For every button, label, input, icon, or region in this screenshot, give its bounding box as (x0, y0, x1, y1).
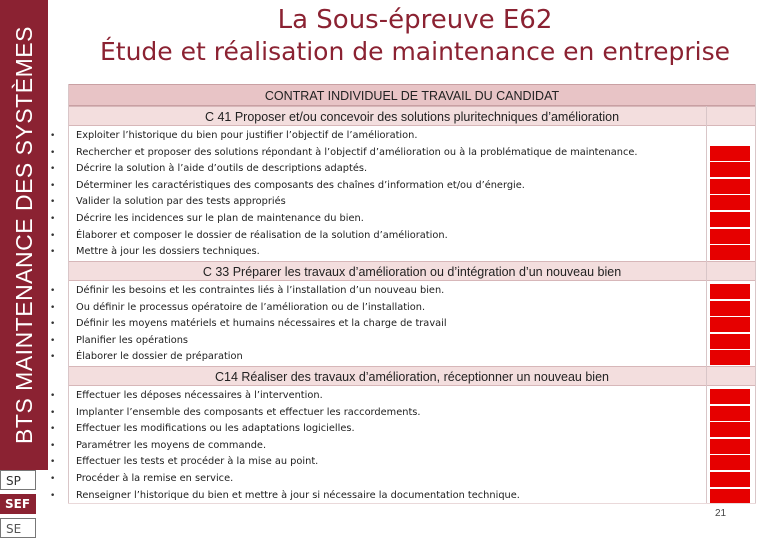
bullet-icon: • (50, 319, 56, 330)
page-title: La Sous-épreuve E62 (277, 5, 553, 35)
page-number: 21 (715, 508, 727, 519)
list-item (50, 244, 756, 261)
list-item (50, 405, 756, 422)
selection-mark (710, 195, 750, 210)
item-text: Effectuer les déposes nécessaires à l’intervention. (76, 390, 323, 401)
table-border (706, 106, 707, 504)
list-item (50, 283, 756, 300)
table-border (755, 84, 756, 504)
selection-mark (710, 212, 750, 227)
bullet-icon: • (50, 180, 56, 191)
bullet-icon: • (50, 391, 56, 401)
list-item (50, 388, 756, 405)
list-item (50, 145, 756, 162)
bullet-icon: • (50, 147, 56, 158)
bullet-icon: • (50, 457, 56, 468)
list-item (50, 421, 756, 438)
item-text: Implanter l’ensemble des composants et effectuer les raccordements. (76, 406, 421, 418)
list-item (50, 194, 756, 211)
bullet-icon: • (50, 473, 56, 484)
list-item (50, 438, 756, 455)
item-text: Procéder à la remise en service. (76, 472, 234, 484)
item-text: Exploiter l’historique du bien pour justifier l’objectif de l’amélioration. (76, 130, 418, 141)
selection-mark (710, 455, 750, 470)
selection-mark (710, 301, 750, 316)
item-text: Décrire la solution à l’aide d’outils de descriptions adaptés. (76, 163, 368, 175)
selection-mark (710, 422, 750, 437)
item-text: Planifier les opérations (76, 334, 189, 346)
bullet-icon: • (50, 213, 56, 224)
item-text: Définir les moyens matériels et humains nécessaires et la charge de travail (76, 318, 447, 330)
selection-mark (710, 406, 750, 421)
tab-se[interactable]: SE (0, 518, 36, 538)
page-header (50, 0, 780, 84)
item-text: Mettre à jour les dossiers techniques. (76, 246, 260, 258)
list-item (50, 316, 756, 333)
item-text: Élaborer et composer le dossier de réalisation de la solution d’amélioration. (76, 229, 448, 241)
list-item (50, 211, 756, 228)
selection-mark (710, 350, 750, 365)
selection-mark (710, 284, 750, 299)
item-text: Définir les besoins et les contraintes liés à l’installation d’un nouveau bien. (76, 285, 445, 296)
list-item (50, 228, 756, 245)
selection-mark (710, 317, 750, 332)
sidebar (0, 0, 48, 540)
table-border (68, 84, 69, 504)
list-item (50, 178, 756, 195)
list-item (50, 333, 756, 350)
bullet-icon: • (50, 197, 56, 208)
table-border (68, 503, 756, 504)
bullet-icon: • (50, 230, 56, 241)
competency-list (50, 128, 756, 261)
contract-title: CONTRAT INDIVIDUEL DE TRAVAIL DU CANDIDAT (68, 84, 756, 106)
selection-mark (710, 389, 750, 404)
competency-list (50, 283, 756, 366)
list-item (50, 128, 756, 145)
item-text: Ou définir le processus opératoire de l’amélioration ou de l’installation. (76, 301, 426, 313)
side-banner-text: BTS MAINTENANCE DES SYSTÈMES (11, 26, 37, 444)
selection-mark (710, 489, 750, 504)
selection-mark (710, 146, 750, 161)
contract-table (50, 84, 756, 504)
bullet-icon: • (50, 302, 56, 313)
selection-mark (710, 439, 750, 454)
bullet-icon: • (50, 424, 56, 435)
item-text: Élaborer le dossier de préparation (76, 351, 243, 363)
bullet-icon: • (50, 286, 56, 296)
bullet-icon: • (50, 335, 56, 346)
list-item (50, 300, 756, 317)
bullet-icon: • (50, 164, 56, 175)
bullet-icon: • (50, 247, 56, 258)
section-heading: C 41 Proposer et/ou concevoir des solutions pluritechniques d’amélioration (68, 106, 756, 126)
selection-mark (710, 472, 750, 487)
bullet-icon: • (50, 131, 56, 141)
item-text: Déterminer les caractéristiques des composants des chaînes d’information et/ou d’énergie. (76, 179, 525, 191)
item-text: Valider la solution par des tests appropriés (76, 196, 286, 208)
bullet-icon: • (50, 407, 56, 418)
item-text: Effectuer les tests et procéder à la mise au point. (76, 456, 319, 468)
list-item (50, 471, 756, 488)
selection-mark (710, 229, 750, 244)
section-heading: C14 Réaliser des travaux d’amélioration, réceptionner un nouveau bien (68, 366, 756, 386)
item-text: Décrire les incidences sur le plan de maintenance du bien. (76, 212, 364, 224)
page-subtitle: Étude et réalisation de maintenance en entreprise (99, 37, 730, 66)
selection-mark (710, 245, 750, 260)
selection-mark (710, 162, 750, 177)
competency-list (50, 388, 756, 504)
list-item (50, 454, 756, 471)
tab-sef[interactable]: SEF (0, 494, 36, 514)
item-text: Paramétrer les moyens de commande. (76, 439, 267, 451)
list-item (50, 488, 756, 505)
tab-sp[interactable]: SP (0, 470, 36, 490)
bullet-icon: • (50, 490, 56, 501)
bullet-icon: • (50, 352, 56, 363)
item-text: Effectuer les modifications ou les adaptations logicielles. (76, 423, 355, 435)
selection-mark (710, 334, 750, 349)
selection-mark (710, 179, 750, 194)
item-text: Renseigner l’historique du bien et mettre à jour si nécessaire la documentation technique. (76, 489, 520, 501)
bullet-icon: • (50, 440, 56, 451)
section-heading: C 33 Préparer les travaux d’amélioration ou d’intégration d’un nouveau bien (68, 261, 756, 281)
item-text: Rechercher et proposer des solutions répondant à l’objectif d’amélioration ou à la problématique de maintenance. (76, 146, 638, 158)
list-item (50, 161, 756, 178)
list-item (50, 349, 756, 366)
